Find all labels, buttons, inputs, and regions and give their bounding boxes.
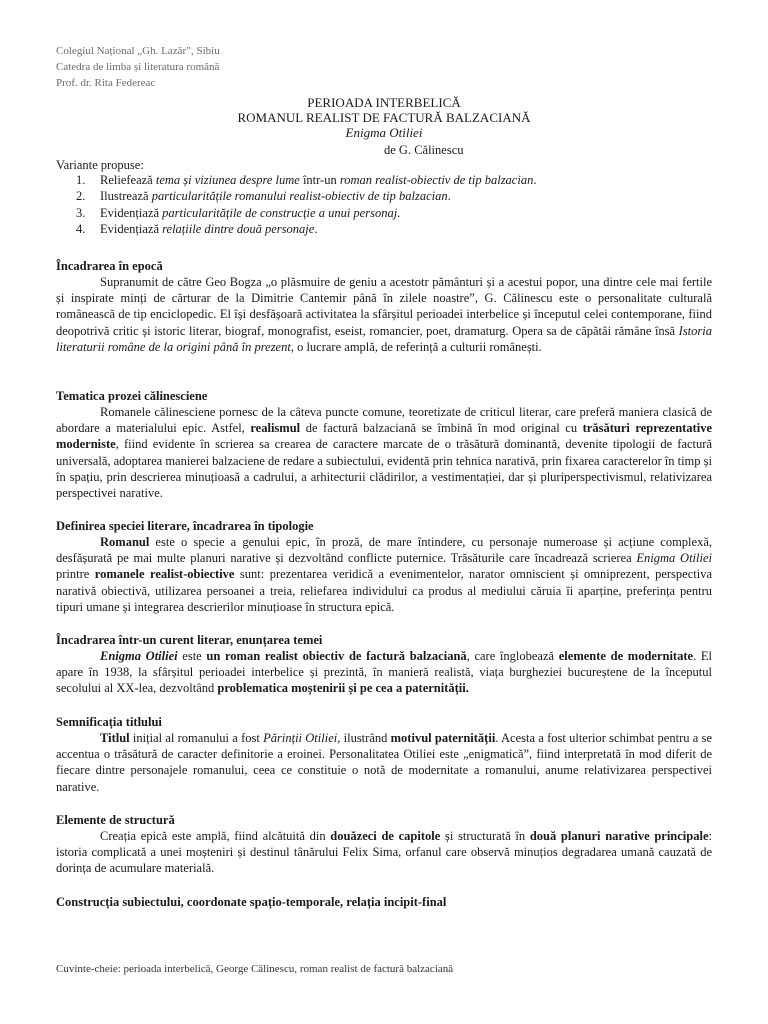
variants-label: Variante propuse: xyxy=(56,158,144,172)
footer-keywords: Cuvinte-cheie: perioada interbelică, George Călinescu, roman realist de factură balzaciană xyxy=(56,963,454,975)
section-heading-construction: Construcția subiectului, coordonate spațio-temporale, relația incipit-final xyxy=(56,895,447,909)
section-heading-title-meaning: Semnificația titlului xyxy=(56,715,162,729)
school-name: Colegiul Național „Gh. Lazăr”, Sibiu xyxy=(56,45,220,57)
title-byline: de G. Călinescu xyxy=(384,143,464,157)
title-period: PERIOADA INTERBELICĂ xyxy=(307,95,461,110)
variant-item: 2. Ilustrează particularitățile romanului realist-obiectiv de tip balzacian. xyxy=(76,189,451,204)
variant-item: 3. Evidențiază particularitățile de construcție a unui personaj. xyxy=(76,205,401,220)
department-name: Catedra de limba și literatura română xyxy=(56,61,220,73)
section-body-title-meaning: Titlul inițial al romanului a fost Părinții Otiliei, ilustrând motivul paternității. Acesta a fost ulterior schimbat pentru a se accentua o trăsătură de caracter definitorie a eroinei. Personalitatea Otiliei este „enigmatică”, fiind interpretată în mod diferit de fiecare dintre personajele romanului, ceea ce constituie o notă de modernitate a romanului, anume relativizarea perspectivei narative. xyxy=(56,731,712,794)
section-heading-themes: Tematica prozei călinesciene xyxy=(56,389,208,403)
section-heading-current: Încadrarea într-un curent literar, enunțarea temei xyxy=(56,633,323,647)
section-heading-species: Definirea speciei literare, încadrarea în tipologie xyxy=(56,519,314,533)
section-body-themes: Romanele călinesciene pornesc de la câteva puncte comune, teoretizate de criticul literar, care preferă maniera clasică de abordare a materialului epic. Astfel, realismul de factură balzaciană se îmbină în mod original cu trăsături reprezentative moderniste, fiind evidente în scrierea sa crearea de caractere marcate de o trăsătură dominantă, devenite tipologii de factură universală, adoptarea manierei balzaciene de redare a subiectului, evidentă prin tehnica narativă, prin fixarea caracterelor în timp și în spațiu, prin descrierea minuțioasă a cadrului, a arhitecturii clădirilor, a vestimentației, dar și pluriperspectivismul, relativizarea perspectivei narative. xyxy=(56,405,712,501)
section-body-species: Romanul este o specie a genului epic, în proză, de mare întindere, cu personaje numeroase și acțiune complexă, desfășurată pe mai multe planuri narative și dezvoltând conflicte puternice. Trăsăturile care încadrează scrierea Enigma Otiliei printre romanele realist-obiective sunt: prezentarea veridică a evenimentelor, narator omniscient și omniprezent, perspectiva narativă obiectivă, utilizarea persoanei a treia, reliefarea individului ca produs al mediului căruia îi aparține, preferința pentru tipuri umane și integrarea descrierilor minuțioase în structura epică. xyxy=(56,535,712,614)
section-body-current: Enigma Otiliei este un roman realist obiectiv de factură balzaciană, care înglobează elemente de modernitate. El apare în 1938, la sfârșitul perioadei interbelice și prezintă, în manieră realistă, viața burgheziei bucureștene de la începutul secolului al XX-lea, dezvoltând problematica moștenirii și pe cea a paternității. xyxy=(56,649,712,696)
author-name: Prof. dr. Rita Federeac xyxy=(56,77,156,89)
variants-list xyxy=(56,172,536,237)
variant-item: 1. Reliefează tema și viziunea despre lume într-un roman realist-obiectiv de tip balzacian. xyxy=(76,173,537,187)
section-heading-epoch: Încadrarea în epocă xyxy=(56,259,163,273)
variant-item: 4. Evidențiază relațiile dintre două personaje. xyxy=(76,221,318,236)
section-heading-structure: Elemente de structură xyxy=(56,813,175,827)
section-body-epoch: Supranumit de către Geo Bogza „o plăsmuire de geniu a acestotr pământuri și a acestui popor, una dintre cele mai fertile și inspirate minți de cărturar de la Dimitrie Cantemir până în zilele noastre”, G. Călinescu este o personalitate culturală românească de tip enciclopedic. El își desfășoară activitatea la sfârșitul perioadei interbelice și începutul celei contemporane, fiind deopotrivă critic și istoric literar, biograf, monografist, eseist, romancier, poet, dramaturg. Opera sa de căpătâi rămâne însă Istoria literaturii române de la origini până în prezent, o lucrare amplă, de referință a culturii românești. xyxy=(56,275,712,354)
title-work: Enigma Otiliei xyxy=(345,125,423,140)
section-body-structure: Creația epică este amplă, fiind alcătuită din douăzeci de capitole și structurată în două planuri narative principale: istoria complicată a unei moșteniri și destinul tânărului Felix Sima, orfanul care observă minuțios degradarea umană cauzată de dorința de acumulare materială. xyxy=(56,829,712,876)
title-genre: ROMANUL REALIST DE FACTURĂ BALZACIANĂ xyxy=(237,110,531,125)
